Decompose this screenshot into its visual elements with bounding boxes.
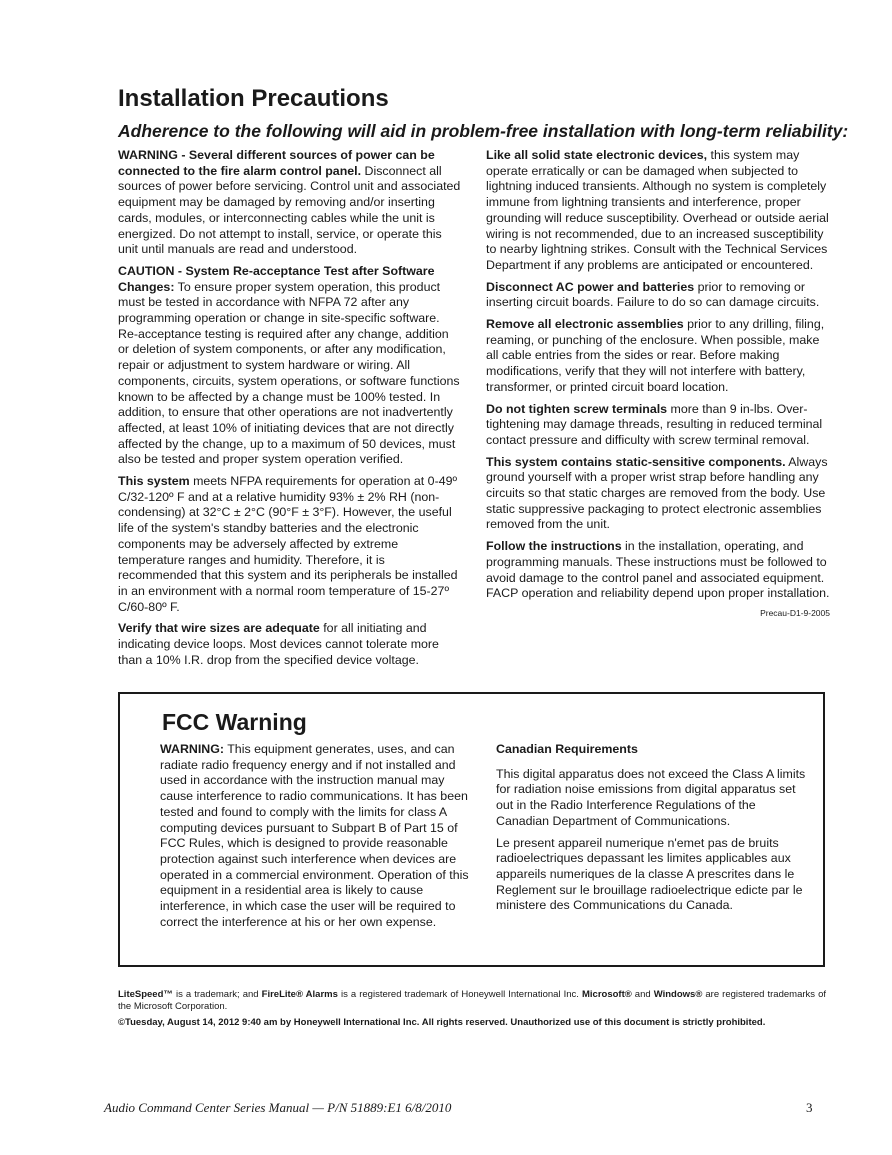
precaution-body: Always ground yourself with a proper wrist strap before handling any circuits so that static charges are removed from the body. Use static suppressive packaging to protect electronic assemblies removed from the unit. [486, 454, 828, 532]
canadian-requirements-french: Le present appareil numerique n'emet pas de bruits radioelectriques depassant les limites applicables aux appareils numeriques de la classe A prescrites dans le Reglement sur le brouillage radioelectrique edicte par le ministere des Communications du Canada. [496, 835, 803, 913]
trademark-text: and [631, 989, 654, 1000]
fcc-warning-paragraph [160, 742, 470, 930]
precaution-lead: Verify that wire sizes are adequate [118, 621, 320, 636]
trademark-text: is a trademark; and [172, 989, 262, 1000]
precautions-left-column [118, 148, 462, 675]
precaution-paragraph [486, 539, 830, 602]
precaution-body: meets NFPA requirements for operation at 0-49º C/32-120º F and at a relative humidity 93% ± 2% RH (non-condensing) at 32°C ± 2°C (90°F ± 3°F). However, the useful life of the system's standby batteries and the electronic components may be adversely affected by extreme temperature ranges and humidity. Therefore, it is recommended that this system and its peripherals be installed in an environment with a normal room temperature of 15-27º C/60-80º F. [118, 474, 458, 614]
precaution-lead: Follow the instructions [486, 539, 622, 554]
trademark-windows: Windows® [653, 989, 703, 1000]
precaution-body: Disconnect all sources of power before servicing. Control unit and associated equipment may be damaged by removing and/or inserting cards, modules, or interconnecting cables while the unit is energized. Do not attempt to install, service, or operate this unit until manuals are read and understood. [118, 163, 461, 257]
precaution-lead: This system contains static-sensitive components. [486, 454, 786, 469]
precaution-body: prior to removing or inserting circuit boards. Failure to do so can damage circuits. [486, 279, 820, 310]
precaution-paragraph [486, 280, 830, 311]
precaution-body: To ensure proper system operation, this product must be tested in accordance with NFPA 72 after any programming operation or change in site-specific software. Re-acceptance testing is required after any change, addition or deletion of system components, or after any modification, repair or adjustment to system hardware or wiring. All components, circuits, system operations, or software functions known to be affected by a change must be 100% tested. In addition, to ensure that other operations are not inadvertently affected, at least 10% of initiating devices that are not directly affected by the change, up to a maximum of 50 devices, must also be tested and proper system operation verified. [118, 279, 460, 467]
page-subtitle: Adherence to the following will aid in problem-free installation with long-term reliability: [118, 121, 849, 141]
page-number: 3 [806, 1100, 813, 1115]
precaution-body: this system may operate erratically or can be damaged when subjected to lightning induced transients. Although no system is completely immune from lightning transients and interference, proper grounding will reduce susceptibility. Overhead or outside aerial wiring is not recommended, due to an increased susceptibility to nearby lightning strikes. Consult with the Technical Services Department if any problems are anticipated or encountered. [486, 148, 829, 272]
precaution-lead: Disconnect AC power and batteries [486, 279, 695, 294]
precaution-paragraph [486, 148, 830, 274]
precaution-paragraph [486, 455, 830, 534]
fcc-warning-lead: WARNING: [160, 742, 225, 756]
precaution-lead: This system [118, 474, 190, 489]
fcc-warning-column [160, 742, 470, 936]
canadian-requirements-column [496, 742, 806, 920]
footer-manual-title: Audio Command Center Series Manual — P/N 51889:E1 6/8/2010 [104, 1100, 452, 1115]
page-title: Installation Precautions [118, 85, 389, 112]
precaution-lead: CAUTION - System Re-acceptance Test after Software Changes: [118, 263, 435, 294]
trademark-microsoft: Microsoft® [581, 989, 632, 1000]
copyright-notice: ©Tuesday, August 14, 2012 9:40 am by Honeywell International Inc. All rights reserved. Unauthorized use of this document is strictly prohibited. [118, 1017, 766, 1028]
trademark-litespeed: LiteSpeed™ [118, 989, 173, 1000]
precaution-lead: Remove all electronic assemblies [486, 317, 684, 332]
precaution-paragraph [486, 402, 830, 449]
precaution-paragraph [486, 317, 830, 396]
document-code: Precau-D1-9-2005 [760, 607, 830, 618]
precaution-body: for all initiating and indicating device loops. Most devices cannot tolerate more than a 10% I.R. drop from the specified device voltage. [118, 621, 439, 667]
trademark-text: are registered trademarks of the Microsoft Corporation. [118, 989, 826, 1012]
precaution-body: more than 9 in-lbs. Over-tightening may damage threads, resulting in reduced terminal contact pressure and difficulty with screw terminal removal. [486, 401, 823, 447]
precaution-lead: Like all solid state electronic devices, [486, 148, 708, 162]
fcc-warning-body: This equipment generates, uses, and can radiate radio frequency energy and if not installed and used in accordance with the instruction manual may cause interference to radio communications. It has been tested and found to comply with the limits for class A computing devices pursuant to Subpart B of Part 15 of FCC Rules, which is designed to provide reasonable protection against such interference when devices are operated in a commercial environment. Operation of this equipment in a residential area is likely to cause interference, in which case the user will be required to correct the interference at his or her own expense. [160, 742, 469, 929]
precaution-body: in the installation, operating, and programming manuals. These instructions must be followed to avoid damage to the control panel and associated equipment. FACP operation and reliability depend upon proper installation. [486, 539, 830, 601]
fcc-warning-box [118, 692, 825, 967]
trademark-notice [118, 989, 826, 1013]
precaution-paragraph [118, 474, 462, 615]
fcc-title: FCC Warning [162, 709, 307, 735]
precaution-lead: Do not tighten screw terminals [486, 401, 668, 416]
precaution-lead: WARNING - Several different sources of power can be connected to the fire alarm control panel. [118, 148, 435, 178]
trademark-text: is a registered trademark of Honeywell International Inc. [337, 989, 582, 1000]
precaution-body: prior to any drilling, filing, reaming, or punching of the enclosure. When possible, make all cable entries from the sides or rear. Before making modifications, verify that they will not interfere with battery, transformer, or printed circuit board location. [486, 317, 825, 394]
canadian-requirements-heading: Canadian Requirements [496, 742, 638, 756]
precaution-paragraph [118, 264, 462, 468]
precautions-right-column [486, 148, 830, 619]
precaution-paragraph [118, 148, 462, 258]
canadian-requirements-english: This digital apparatus does not exceed the Class A limits for radiation noise emissions from digital apparatus set out in the Radio Interference Regulations of the Canadian Department of Communications. [496, 766, 806, 828]
precaution-paragraph [118, 621, 462, 668]
trademark-firelite: FireLite® Alarms [261, 989, 338, 1000]
